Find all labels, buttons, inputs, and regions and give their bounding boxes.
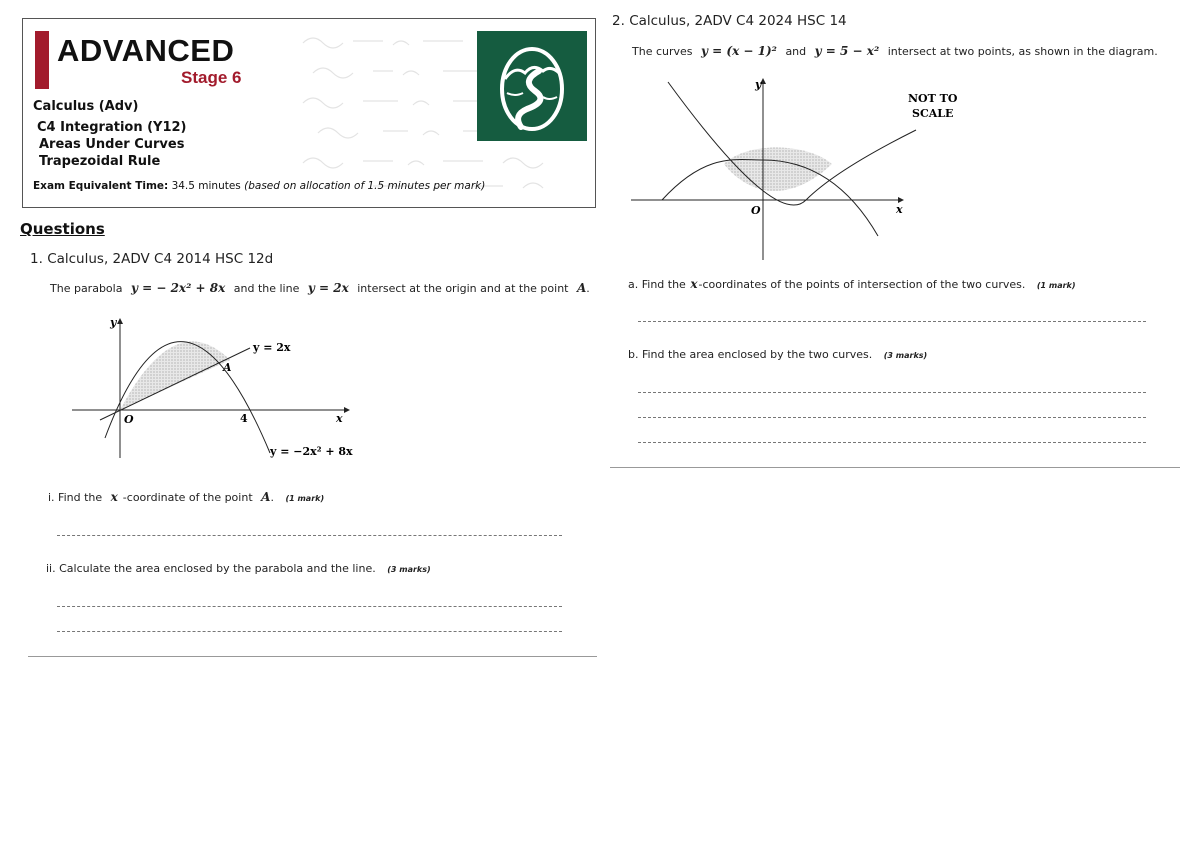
q1-part-ii-marks: (3 marks): [387, 565, 431, 574]
q2-curve-1-equation: y = (x − 1)²: [701, 44, 777, 58]
q1-part-i-math-x: x: [110, 490, 118, 504]
q2-part-a-marks: (1 mark): [1036, 281, 1076, 290]
q1-part-ii: [46, 562, 431, 575]
subtopic-1: Areas Under Curves: [39, 137, 185, 152]
q2-y-label: y: [755, 78, 762, 91]
q1-title: [30, 251, 273, 267]
brand-accent-bar: [35, 31, 49, 89]
questions-heading: Questions: [20, 220, 105, 238]
q2-diagram: [626, 72, 966, 267]
q1-stem-text-a: The parabola: [50, 282, 123, 295]
q1-part-i-marks: (1 mark): [285, 494, 325, 503]
q2-part-a-answer-line-1[interactable]: [638, 321, 1146, 322]
q1-origin-label: O: [124, 413, 134, 426]
q1-line-equation: y = 2x: [307, 281, 349, 295]
q1-parabola-equation: y = − 2x² + 8x: [130, 281, 226, 295]
q1-y-label: y: [110, 316, 117, 329]
q2-part-b: [628, 348, 927, 361]
q2-stem-text-a: The curves: [632, 45, 693, 58]
q1-source: Calculus, 2ADV C4 2014 HSC 12d: [47, 251, 274, 267]
q1-diagram: [60, 308, 360, 468]
q1-number: 1.: [30, 251, 43, 267]
q1-part-i-text-b: -coordinate of the point: [122, 491, 253, 504]
header-box: [22, 18, 596, 208]
q2-part-b-marks: (3 marks): [883, 351, 928, 360]
q2-source: Calculus, 2ADV C4 2024 HSC 14: [629, 13, 847, 29]
publisher-logo: [477, 31, 587, 141]
q2-not-to-scale-1: NOT TO: [908, 92, 958, 105]
q1-part-i-text-c: .: [270, 491, 274, 504]
q2-part-a: [628, 277, 1076, 291]
topic-name: C4 Integration (Y12): [37, 120, 187, 135]
exam-time: [33, 180, 485, 192]
q1-part-ii-answer-line-1[interactable]: [57, 606, 562, 607]
q2-part-a-math-x: x: [690, 277, 698, 291]
q1-curve-label: y = −2x² + 8x: [270, 445, 353, 458]
q1-part-ii-text: ii. Calculate the area enclosed by the parabola and the line.: [46, 562, 376, 575]
q2-number: 2.: [612, 13, 625, 29]
q1-x-label: x: [336, 412, 343, 425]
exam-time-value: 34.5 minutes: [171, 180, 241, 192]
q1-part-i: [48, 490, 324, 504]
q2-not-to-scale-2: SCALE: [912, 107, 954, 120]
q2-divider: [610, 467, 1180, 468]
subtopic-2: Trapezoidal Rule: [39, 154, 161, 169]
q1-part-i-text-a: i. Find the: [48, 491, 103, 504]
exam-time-label: Exam Equivalent Time:: [33, 180, 169, 192]
stage-label: Stage 6: [181, 68, 242, 87]
q2-part-b-answer-line-3[interactable]: [638, 442, 1146, 443]
q1-tick-label: 4: [240, 412, 248, 425]
q2-stem-text-c: intersect at two points, as shown in the diagram.: [887, 45, 1158, 58]
q2-origin-label: O: [751, 204, 761, 217]
q1-part-ii-answer-line-2[interactable]: [57, 631, 562, 632]
q1-point-a: A: [576, 281, 587, 295]
q1-stem: [50, 281, 590, 295]
q2-shaded-area: [724, 148, 832, 191]
q2-part-b-text: b. Find the area enclosed by the two curves.: [628, 348, 873, 361]
q2-title: [612, 13, 847, 29]
q1-divider: [28, 656, 597, 657]
q1-part-i-math-a: A: [261, 490, 271, 504]
q1-point-a-label: A: [223, 361, 232, 374]
q2-x-label: x: [896, 203, 903, 216]
q2-part-a-text-a: a. Find the: [628, 278, 686, 291]
q2-part-b-answer-line-1[interactable]: [638, 392, 1146, 393]
exam-time-note: (based on allocation of 1.5 minutes per mark): [244, 180, 486, 192]
q2-stem-text-b: and: [785, 45, 807, 58]
q1-stem-text-b: and the line: [233, 282, 300, 295]
q2-curve-2-equation: y = 5 − x²: [814, 44, 880, 58]
page-title: ADVANCED: [57, 33, 235, 68]
q1-part-i-answer-line-1[interactable]: [57, 535, 562, 536]
river-landscape-icon: [477, 31, 587, 141]
q1-stem-text-d: .: [586, 282, 590, 295]
q2-stem: [632, 44, 1158, 58]
q1-stem-text-c: intersect at the origin and at the point: [357, 282, 569, 295]
course-name: Calculus (Adv): [33, 99, 139, 114]
q2-part-b-answer-line-2[interactable]: [638, 417, 1146, 418]
q1-shaded-region: [120, 342, 230, 410]
q2-part-a-text-b: -coordinates of the points of intersection of the two curves.: [698, 278, 1026, 291]
q1-line-label: y = 2x: [253, 341, 291, 354]
